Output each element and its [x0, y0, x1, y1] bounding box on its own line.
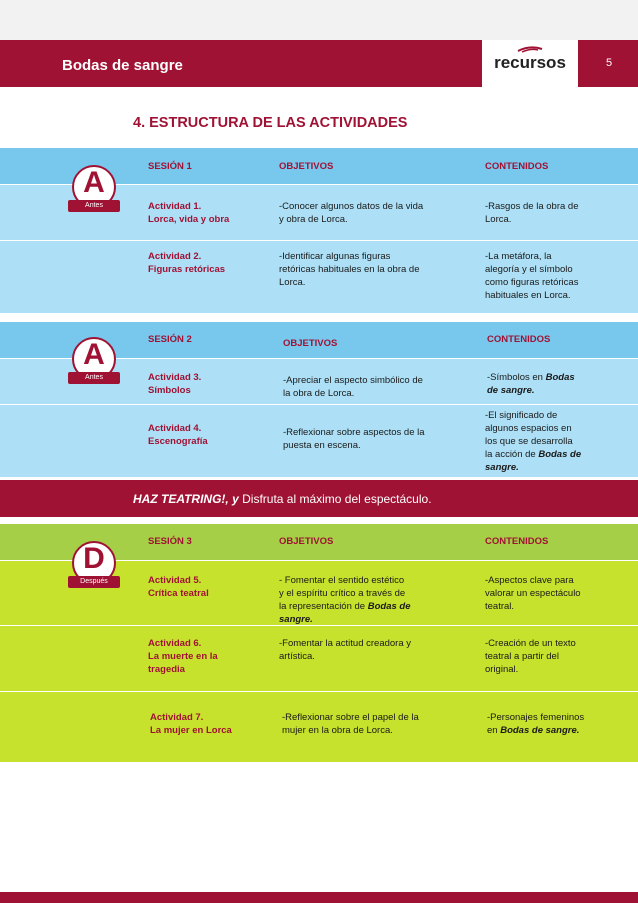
activity-2-objectives: -Identificar algunas figuras retóricas habituales en la obra de Lorca.	[279, 251, 420, 288]
session3-label: SESIÓN 3	[148, 536, 192, 547]
activity-6-objectives: -Fomentar la actitud creadora y artística.	[279, 638, 412, 662]
activity-5: Actividad 5. Crítica teatral	[148, 575, 209, 599]
contenidos-header: CONTENIDOS	[485, 536, 549, 547]
objetivos-header: OBJETIVOS	[283, 338, 338, 349]
badge-letter: D	[83, 542, 105, 575]
activity-4-contents: -El significado de algunos espacios en los que se desarrolla la acción de Bodas de sangre.	[485, 410, 582, 473]
activity-6-contents: -Creación de un texto teatral a partir del original.	[485, 638, 576, 675]
divider	[0, 691, 638, 692]
teatring-text: HAZ TEATRING!, y Disfruta al máximo del espectáculo.	[133, 492, 432, 506]
activity-7-objectives: -Reflexionar sobre el papel de la mujer en la obra de Lorca.	[282, 712, 419, 736]
activity-6: Actividad 6. La muerte en la tragedia	[148, 638, 218, 675]
activity-1-objectives: -Conocer algunos datos de la vida y obra de Lorca.	[279, 201, 424, 225]
antes-badge	[72, 337, 116, 381]
activity-7-contents: -Personajes femeninos en Bodas de sangre.	[487, 712, 585, 736]
badge-label: Antes	[68, 372, 120, 384]
badge-label: Después	[68, 576, 120, 588]
session1-label: SESIÓN 1	[148, 161, 192, 172]
activity-3: Actividad 3. Símbolos	[148, 372, 202, 396]
divider	[0, 240, 638, 241]
logo-text: recursos	[494, 53, 566, 72]
badge-letter: A	[83, 166, 105, 199]
activity-2: Actividad 2. Figuras retóricas	[148, 251, 226, 275]
top-margin	[0, 0, 638, 40]
despues-badge	[72, 541, 116, 585]
section-title: 4. ESTRUCTURA DE LAS ACTIVIDADES	[133, 115, 408, 131]
antes-badge	[72, 165, 116, 209]
badge-label: Antes	[68, 200, 120, 212]
activity-3-objectives: -Apreciar el aspecto simbólico de la obra de Lorca.	[283, 375, 423, 399]
activity-1: Actividad 1. Lorca, vida y obra	[148, 201, 230, 225]
page-number: 5	[606, 57, 613, 69]
contenidos-header: CONTENIDOS	[487, 334, 551, 345]
activity-1-contents: -Rasgos de la obra de Lorca.	[485, 201, 579, 225]
document-title: Bodas de sangre	[62, 57, 183, 74]
session2-label: SESIÓN 2	[148, 334, 192, 345]
activity-4-objectives: -Reflexionar sobre aspectos de la puesta en escena.	[283, 427, 425, 451]
activity-2-contents: -La metáfora, la alegoría y el símbolo como figuras retóricas habituales en Lorca.	[485, 251, 579, 301]
activity-5-contents: -Aspectos clave para valorar un espectáculo teatral.	[485, 575, 581, 612]
contenidos-header: CONTENIDOS	[485, 161, 549, 172]
activity-7: Actividad 7. La mujer en Lorca	[150, 712, 232, 736]
footer-bar	[0, 892, 638, 903]
badge-letter: A	[83, 338, 105, 371]
activity-3-contents: -Símbolos en Bodas de sangre.	[487, 372, 575, 396]
divider	[0, 404, 638, 405]
activity-4: Actividad 4. Escenografía	[148, 423, 208, 447]
recursos-logo	[482, 40, 578, 87]
objetivos-header: OBJETIVOS	[279, 536, 334, 547]
activity-5-objectives: - Fomentar el sentido estético y el espíritu crítico a través de la representación de Bodas de sangre.	[279, 575, 411, 625]
logo-swoosh-icon	[516, 45, 544, 53]
objetivos-header: OBJETIVOS	[279, 161, 334, 172]
